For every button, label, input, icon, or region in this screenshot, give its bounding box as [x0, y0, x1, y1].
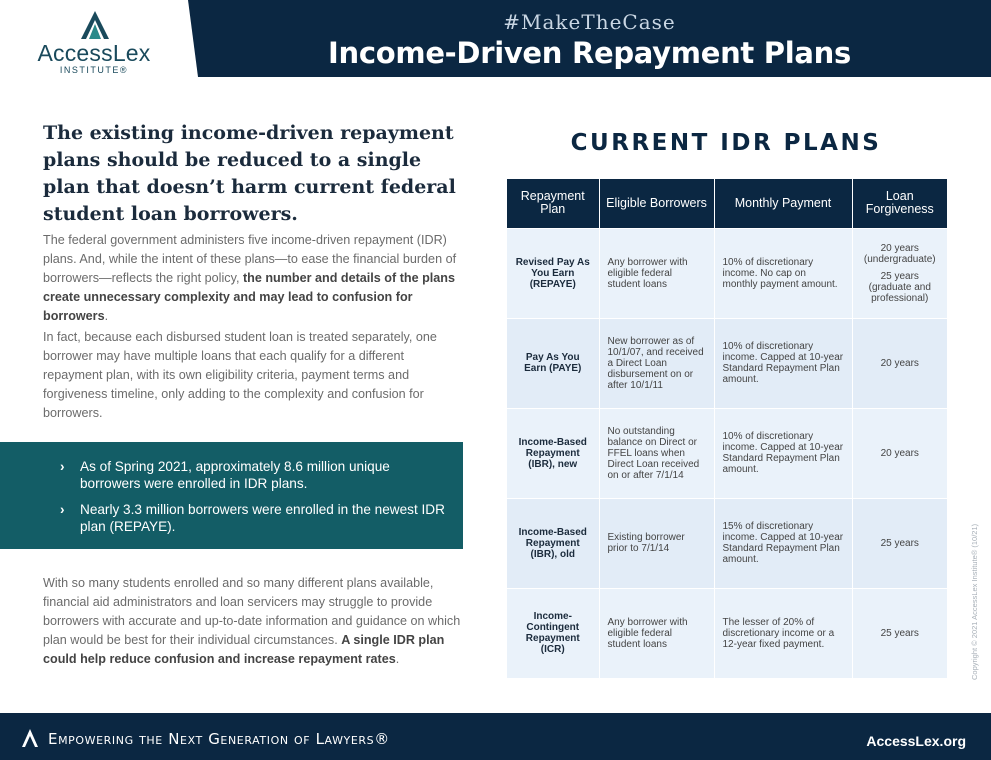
- accesslex-footer-icon: [22, 729, 38, 747]
- footer-tagline: Empowering the Next Generation of Lawyers®: [48, 730, 390, 748]
- page-title: Income-Driven Repayment Plans: [328, 36, 851, 70]
- copyright-note: Copyright © 2021 AccessLex Institute® (10/21): [970, 523, 979, 680]
- paragraph-3-text: With so many students enrolled and so many different plans available, financial aid administrators and loan servicers may struggle to provide borrowers with accurate and up-to-date information and guidance on which plan would be best for their individual circumstances.: [43, 576, 461, 647]
- stat-text: Nearly 3.3 million borrowers were enrolled in the newest IDR plan (REPAYE).: [80, 502, 445, 534]
- plan-name: Income-Based Repayment (IBR), old: [507, 498, 599, 588]
- monthly-payment: 15% of discretionary income. Capped at 10-year Standard Repayment Plan amount.: [714, 498, 852, 588]
- stats-callout: [0, 442, 463, 549]
- monthly-payment: 10% of discretionary income. Capped at 10-year Standard Repayment Plan amount.: [714, 318, 852, 408]
- paragraph-1-text: The federal government administers five income-driven repayment (IDR) plans. And, while the intent of these plans—to ease the financial burden of borrowers—reflects the right policy,: [43, 233, 457, 285]
- loan-forgiveness: [852, 228, 947, 318]
- accesslex-logo-icon: [80, 10, 110, 40]
- forgiveness-line: 25 years (graduate and professional): [868, 270, 931, 304]
- monthly-payment: 10% of discretionary income. Capped at 10-year Standard Repayment Plan amount.: [714, 408, 852, 498]
- table-row: [507, 408, 947, 498]
- stat-bullet: [60, 501, 449, 535]
- paragraph-3: [43, 574, 463, 669]
- eligible-borrowers: Any borrower with eligible federal student loans: [599, 228, 714, 318]
- idr-plans-table: [507, 179, 947, 678]
- loan-forgiveness: 25 years: [852, 588, 947, 678]
- lead-statement: The existing income-driven repayment plans should be reduced to a single plan that doesn’t harm current federal student loan borrowers.: [43, 122, 456, 225]
- paragraph-3-bold: A single IDR plan could help reduce confusion and increase repayment rates: [43, 633, 445, 666]
- loan-forgiveness: 20 years: [852, 318, 947, 408]
- chevron-right-icon: ›: [60, 459, 65, 474]
- chevron-right-icon: ›: [60, 502, 65, 517]
- eligible-borrowers: Any borrower with eligible federal student loans: [599, 588, 714, 678]
- paragraph-2: In fact, because each disbursed student loan is treated separately, one borrower may have multiple loans that each qualify for a different repayment plan, with its own eligibility criteria, payment terms and forgiveness timeline, only adding to the complexity and confusion for borrowers.: [43, 330, 437, 420]
- eligible-borrowers: Existing borrower prior to 7/1/14: [599, 498, 714, 588]
- loan-forgiveness: 25 years: [852, 498, 947, 588]
- logo-name: AccessLex: [37, 40, 151, 66]
- logo-sub: INSTITUTE®: [59, 65, 129, 75]
- table-row: [507, 318, 947, 408]
- plan-name: Income-Contingent Repayment (ICR): [507, 588, 599, 678]
- hashtag: #MakeTheCase: [503, 10, 676, 34]
- loan-forgiveness: 20 years: [852, 408, 947, 498]
- eligible-borrowers: New borrower as of 10/1/07, and received a Direct Loan disbursement on or after 10/1/11: [599, 318, 714, 408]
- column-header-forgiveness: Loan Forgiveness: [852, 179, 947, 228]
- column-header-eligible: Eligible Borrowers: [599, 179, 714, 228]
- footer: [0, 713, 991, 760]
- column-header-plan: Repayment Plan: [507, 179, 599, 228]
- table-row: [507, 498, 947, 588]
- stat-bullet: [60, 458, 449, 492]
- logo[interactable]: [0, 0, 188, 77]
- table-row: [507, 228, 947, 318]
- plan-name: Income-Based Repayment (IBR), new: [507, 408, 599, 498]
- paragraph-3-end: .: [395, 652, 400, 666]
- forgiveness-line: 20 years (undergraduate): [863, 242, 936, 265]
- website-link[interactable]: AccessLex.org: [866, 733, 966, 749]
- column-header-payment: Monthly Payment: [714, 179, 852, 228]
- plan-name: Pay As You Earn (PAYE): [507, 318, 599, 408]
- monthly-payment: The lesser of 20% of discretionary income or a 12-year fixed payment.: [714, 588, 852, 678]
- paragraph-1-bold: the number and details of the plans create unnecessary complexity and may lead to confusion for borrowers: [43, 271, 455, 323]
- eligible-borrowers: No outstanding balance on Direct or FFEL loans when Direct Loan received on or after 7/1/14: [599, 408, 714, 498]
- plan-name: Revised Pay As You Earn (REPAYE): [507, 228, 599, 318]
- table-heading: CURRENT IDR PLANS: [570, 130, 882, 156]
- paragraph-1-end: .: [104, 309, 109, 323]
- paragraph-1: [43, 231, 463, 326]
- table-header-row: [507, 179, 947, 228]
- monthly-payment: 10% of discretionary income. No cap on monthly payment amount.: [714, 228, 852, 318]
- stat-text: As of Spring 2021, approximately 8.6 million unique borrowers were enrolled in IDR plans.: [80, 459, 390, 491]
- table-row: [507, 588, 947, 678]
